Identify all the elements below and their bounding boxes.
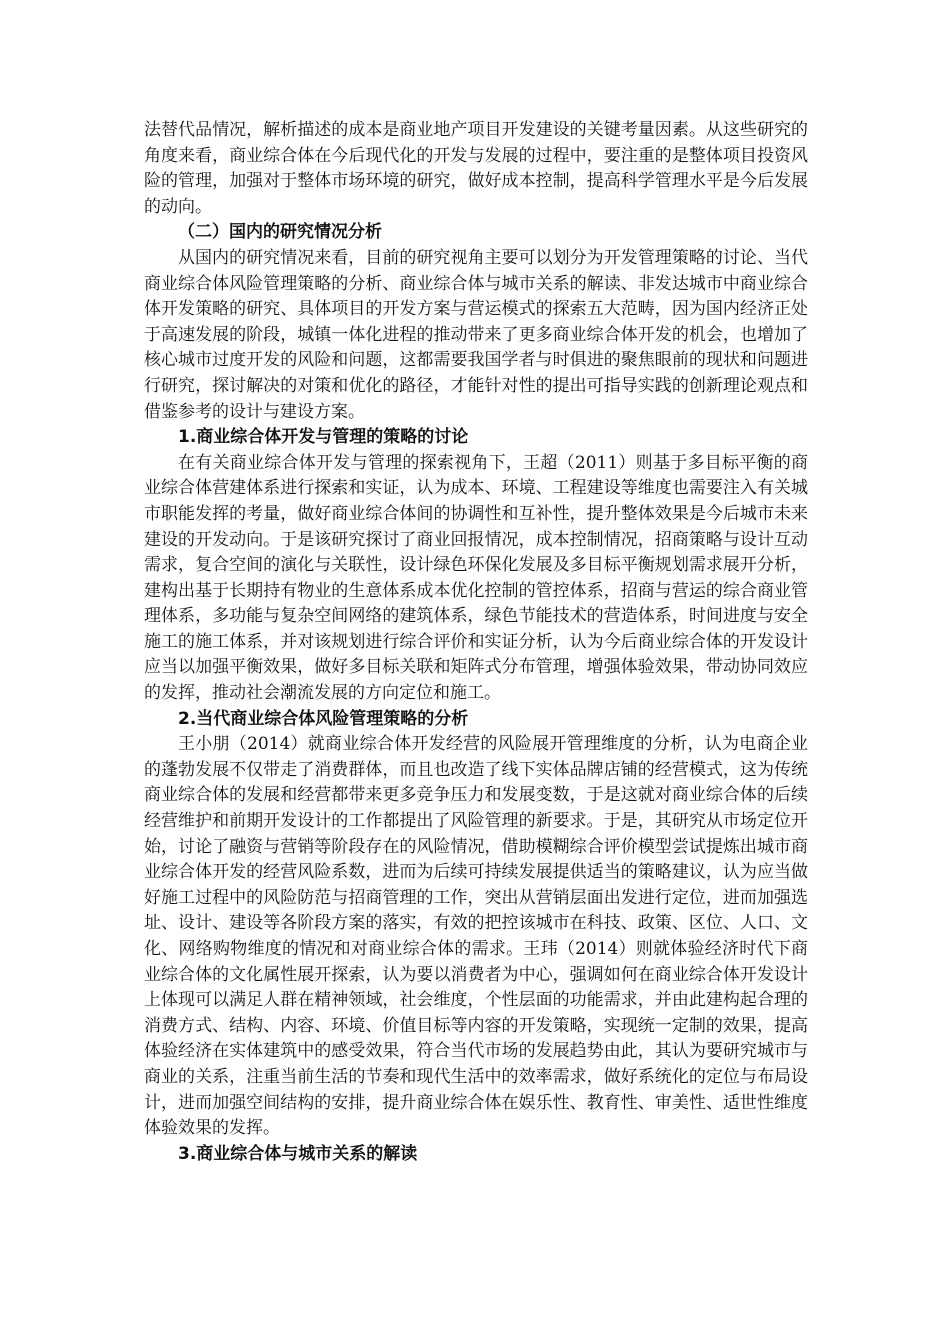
paragraph-risk-management: 王小朋（2014）就商业综合体开发经营的风险展开管理维度的分析，认为电商企业的蓬勃发展不仅带走了消费群体，而且也改造了线下实体品牌店铺的经营模式，这为传统商业综合体的发展和经营都带来更多竞争压力和发展变数，于是这就对商业综合体的后续经营维护和前期开发设计的工作都提出了风险管理的新要求。于是，其研究从市场定位开始，讨论了融资与营销等阶段存在的风险情况，借助模糊综合评价模型尝试提炼出城市商业综合体开发的经营风险系数，进而为后续可持续发展提供适当的策略建议，认为应当做好施工过程中的风险防范与招商管理的工作，突出从营销层面出发进行定位，进而加强选址、设计、建设等各阶段方案的落实，有效的把控该城市在科技、政策、区位、人口、文化、网络购物维度的情况和对商业综合体的需求。王玮（2014）则就体验经济时代下商业综合体的文化属性展开探索，认为要以消费者为中心，强调如何在商业综合体开发设计上体现可以满足人群在精神领域，社会维度，个性层面的功能需求，并由此建构起合理的消费方式、结构、内容、环境、价值目标等内容的开发策略，实现统一定制的效果，提高体验经济在实体建筑中的感受效果，符合当代市场的发展趋势由此，其认为要研究城市与商业的关系，注重当前生活的节奏和现代生活中的效率需求，做好系统化的定位与布局设计，进而加强空间结构的安排，提升商业综合体在娱乐性、教育性、审美性、适世性维度体验效果的发挥。 (144, 734, 808, 1139)
section-heading-domestic-research: （二）国内的研究情况分析 (178, 222, 382, 243)
subsection-heading-city-relationship: 3.商业综合体与城市关系的解读 (178, 1143, 418, 1164)
paragraph-intro-continuation: 法替代品情况，解析描述的成本是商业地产项目开发建设的关键考量因素。从这些研究的角度来看，商业综合体在今后现代化的开发与发展的过程中，要注重的是整体项目投资风险的管理，加强对于整体市场环境的研究，做好成本控制，提高科学管理水平是今后发展的动向。 (144, 120, 808, 217)
subsection-heading-development-management: 1.商业综合体开发与管理的策略的讨论 (178, 427, 469, 448)
document-body (144, 118, 808, 1167)
subsection-heading-risk-management: 2.当代商业综合体风险管理策略的分析 (178, 708, 469, 729)
paragraph-domestic-overview: 从国内的研究情况来看，目前的研究视角主要可以划分为开发管理策略的讨论、当代商业综合体风险管理策略的分析、商业综合体与城市关系的解读、非发达城市中商业综合体开发策略的研究、具体项目的开发方案与营运模式的探索五大范畴，因为国内经济正处于高速发展的阶段，城镇一体化进程的推动带来了更多商业综合体开发的机会，也增加了核心城市过度开发的风险和问题，这都需要我国学者与时俱进的聚焦眼前的现状和问题进行研究，探讨解决的对策和优化的路径，才能针对性的提出可指导实践的创新理论观点和借鉴参考的设计与建设方案。 (144, 247, 808, 422)
paragraph-development-management: 在有关商业综合体开发与管理的探索视角下，王超（2011）则基于多目标平衡的商业综合体营建体系进行探索和实证，认为成本、环境、工程建设等维度也需要注入有关城市职能发挥的考量，做好商业综合体间的协调性和互补性，提升整体效果是今后城市未来建设的开发动向。于是该研究探讨了商业回报情况，成本控制情况，招商策略与设计互动需求，复合空间的演化与关联性，设计绿色环保化发展及多目标平衡规划需求展开分析，建构出基于长期持有物业的生意体系成本优化控制的管控体系，招商与营运的综合商业管理体系，多功能与复杂空间网络的建筑体系，绿色节能技术的营造体系，时间进度与安全施工的施工体系，并对该规划进行综合评价和实证分析，认为今后商业综合体的开发设计应当以加强平衡效果，做好多目标关联和矩阵式分布管理，增强体验效果，带动协同效应的发挥，推动社会潮流发展的方向定位和施工。 (144, 452, 808, 704)
